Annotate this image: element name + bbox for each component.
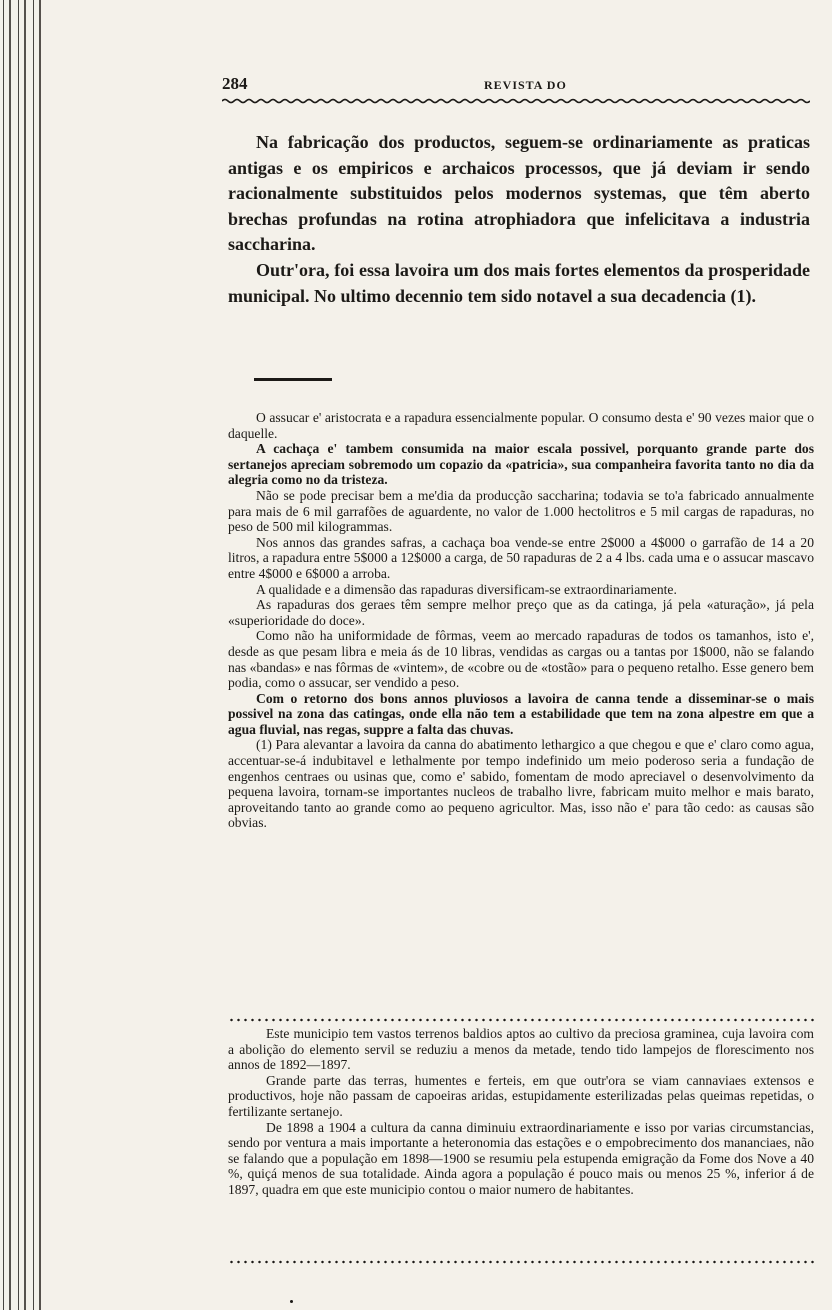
footnote-separator — [254, 378, 332, 381]
footnote-paragraph: (1) Para alevantar a lavoira da canna do abatimento lethargico a que chegou e que e' claro como agua, accentuar-se-á indubitavel e lethalmente por tempo indefinido um meio poderoso seria a fundação de engenhos centraes ou usinas que, como e' sabido, fomentam de modo apreciavel o desenvolvimento da pequena lavoira, tornam-se importantes nucleos de trabalho livre, fabricam muito melhor e mais barato, aproveitando tanto ao grande como ao pequeno agricultor. Mas, isso não e' para tão cedo: as causas são obvias. — [228, 737, 814, 831]
main-paragraph: Outr'ora, foi essa lavoira um dos mais fortes elementos da prosperidade municipal. No ultimo decennio tem sido notavel a sua decadencia (1). — [228, 259, 810, 306]
dotted-separator-bottom — [228, 1260, 814, 1264]
footnote-paragraph: A qualidade e a dimensão das rapaduras diversificam-se extraordinariamente. — [256, 581, 677, 597]
footnote-paragraph: A cachaça e' tambem consumida na maior escala possivel, porquanto grande parte dos sertanejos apreciam sobremodo um copazio da «patricia», sua companheira favorita tanto no dia da alegria como no da tristeza. — [228, 441, 814, 488]
footnote-paragraph: O assucar e' aristocrata e a rapadura essencialmente popular. O consumo desta e' 90 vezes maior que o daquelle. — [228, 410, 814, 441]
page-header — [222, 72, 814, 96]
footnote-paragraph: De 1898 a 1904 a cultura da canna diminuiu extraordinariamente e isso por varias circumstancias, sendo por ventura a mais importante a heteronomia das estações e o empobrecimento dos mananciaes, não se falando que a população em 1898—1900 se resumiu pela estupenda emigração da Fome dos Nove a 40 %, quiçá menos de sua totalidade. Ainda agora a população é pouco mais ou menos 25 %, inferior á de 1897, quadra em que este municipio contou o maior numero de habitantes. — [228, 1119, 814, 1197]
footnote-paragraph: Com o retorno dos bons annos pluviosos a lavoira de canna tende a disseminar-se o mais possivel na zona das catingas, onde ella não tem a estabilidade que tem na zona alpestre em que a agua fluvial, nas regas, suppre a falta das chuvas. — [228, 690, 814, 737]
footnotes — [228, 410, 814, 831]
dotted-separator — [228, 1018, 814, 1022]
footnote-paragraph: Grande parte das terras, humentes e ferteis, em que outr'ora se viam cannaviaes extensos e productivos, hoje não passam de capoeiras aridas, estupidamente esterilizadas pelas queimas repetidas, o fertilizante sertanejo. — [228, 1072, 814, 1119]
footnote-paragraph: Como não ha uniformidade de fôrmas, veem ao mercado rapaduras de todos os tamanhos, isto e', desde as que pesam libra e meia ás de 10 libras, vendidas as cargas ou a tantas por 1$000, não se falando nas «bandas» e nas fôrmas de «vintem», de «cobre ou de «tostão» para o pequeno retalho. Esse genero bem podia, como o assucar, ser vendido a peso. — [228, 628, 814, 691]
footnote-paragraph: Este municipio tem vastos terrenos baldios aptos ao cultivo da preciosa graminea, cuja lavoira com a abolição do elemento servil se reduziu a menos da metade, tendo tido lampejos de florescimento nos annos de 1892—1897. — [228, 1026, 814, 1073]
running-title: REVISTA DO — [484, 78, 567, 92]
main-paragraph: Na fabricação dos productos, seguem-se ordinariamente as praticas antigas e os empiricos e archaicos processos, que já deviam ir sendo racionalmente substituidos pelos modernos systemas, que têm aberto brechas profundas na rotina atrophiadora que infelicitava a industria saccharina. — [228, 132, 810, 255]
footnote-paragraph: As rapaduras dos geraes têm sempre melhor preço que as da catinga, já pela «aturação», já pela «superioridade do doce». — [228, 597, 814, 628]
header-wavy-rule — [222, 98, 810, 104]
book-page — [222, 72, 814, 1197]
main-text — [228, 130, 810, 309]
footnote-paragraph: Não se pode precisar bem a me'dia da producção saccharina; todavia se to'a fabricado annualmente para mais de 6 mil garrafões de aguardente, no valor de 1.000 hectolitros e 5 mil cargas de rapaduras, no peso de 500 mil kilogrammas. — [228, 487, 814, 535]
footnotes-continued — [228, 1026, 814, 1198]
footnote-paragraph: Nos annos das grandes safras, a cachaça boa vende-se entre 2$000 a 4$000 o garrafão de 14 a 20 litros, a rapadura entre 5$000 a 12$000 a carga, de 50 rapaduras de 2 a 4 lbs. cada uma e o assucar mascavo entre 4$000 e 6$000 a arroba. — [228, 534, 814, 581]
binding-edge — [0, 0, 42, 1310]
page-number: 284 — [222, 74, 248, 93]
ink-speck — [290, 1300, 293, 1303]
